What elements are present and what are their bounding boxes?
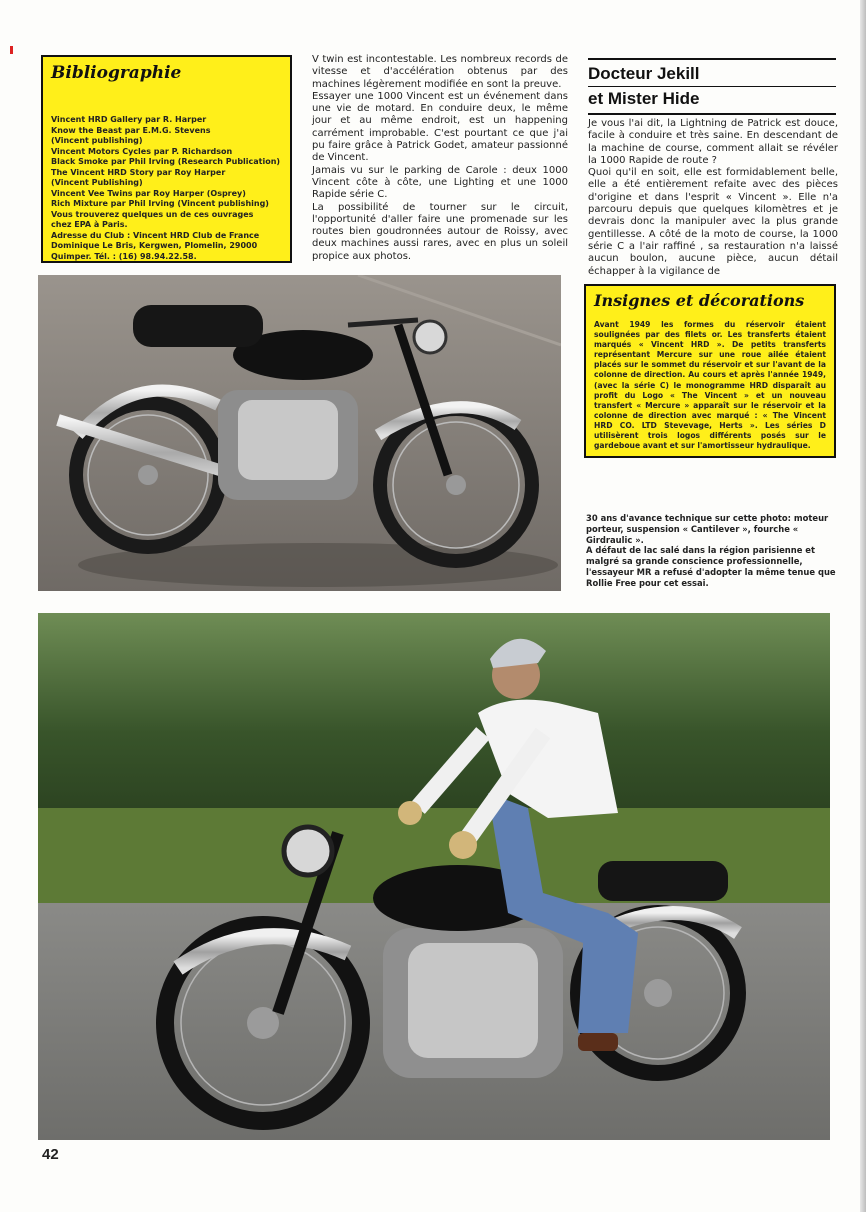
paragraph: La possibilité de tourner sur le circuit, l'opportunité d'aller faire une promenade sur les routes bien goudronnées autour de Roissy, avec deux machines aussi rares, avec en plus un soleil propice aux photos. [312,201,568,262]
paragraph: Quoi qu'il en soit, elle est formidablement belle, elle a été entièrement refaite avec des pièces d'origine et dans l'esprit « Vincent ». Elle n'a parcouru depuis que quelques kilomètres et je devrais donc la manipuler avec la plus grande gentillesse. A côté de la moto de course, la 1000 série C a l'air raffiné , sa restauration n'a laissé aucun boulon, aucune pièce, aucun détail échapper à la vigilance de [588,167,838,277]
heading-line-2: et Mister Hide [588,89,700,108]
caption-paragraph: 30 ans d'avance technique sur cette photo: moteur porteur, suspension « Cantilever », fourche « Girdraulic ». [586,513,829,545]
club-address-line: Dominique Le Bris, Kergwen, Plomelin, 29000 [51,241,258,250]
paragraph: V twin est incontestable. Les nombreux records de vitesse et d'accélération obtenus par des machines légèrement modifiée en sont la preuve. [312,54,568,90]
right-column-text [588,118,838,278]
bibliography-title: Bibliographie [51,63,182,83]
bibliography-entry: (Vincent publishing) [51,136,143,145]
insignes-title: Insignes et décorations [594,291,805,310]
bibliography-entry: (Vincent Publishing) [51,178,143,187]
bibliography-entry: The Vincent HRD Story par Roy Harper [51,167,226,177]
page-edge [860,0,866,1212]
middle-column-text [312,54,568,263]
red-mark [10,46,13,54]
heading-line-1: Docteur Jekill [588,62,836,87]
bibliography-entry: Vincent HRD Gallery par R. Harper [51,115,207,124]
rider-illustration [38,613,830,1140]
motorcycle-illustration [38,275,561,591]
bibliography-entry: Vincent Vee Twins par Roy Harper (Osprey) [51,188,246,198]
club-address-line: Quimper. Tél. : (16) 98.94.22.58. [51,251,197,261]
caption-paragraph: A défaut de lac salé dans la région parisienne et malgré sa grande conscience professionnelle, l'essayeur MR a refusé d'adopter la même tenue que Rollie Free pour cet essai. [586,545,836,588]
bibliography-entry: Black Smoke par Phil Irving (Research Publication) [51,157,281,166]
insignes-body: Avant 1949 les formes du réservoir étaient soulignées par des filets or. Les transferts étaient marqués « Vincent HRD ». De petits transferts représentant Mercure sur une roue ailée étaient placés sur le sommet du réservoir et sur l'avant de la colonne de direction. Au cours et après l'année 1949, (avec la série C) le monogramme HRD disparaît au profit du Logo « The Vincent » et un nouveau transfert « Mercure » apparaît sur le réservoir et la colonne de direction avec marqué : « The Vincent HRD CO. LTD Stevevage, Herts ». Les séries D utilisèrent trois logos différents posés sur le gardeboue avant et sur l'amortisseur hydraulique. [594,320,826,451]
bibliography-box [41,55,292,263]
club-address-line: Adresse du Club : Vincent HRD Club de France [51,230,260,240]
bibliography-entry: Vincent Motors Cycles par P. Richardson [51,146,233,156]
section-heading [588,58,836,115]
paragraph: Essayer une 1000 Vincent est un événement dans une vie de motard. En conduire deux, le même jour et au même endroit, est un happening carrément improbable. C'est pourtant ce que j'ai pu faire grâce à Patrick Godet, amateur passionné de Vincent. [312,90,568,164]
riding-photo [38,613,830,1140]
bibliography-entry: chez EPA à Paris. [51,220,128,229]
bibliography-entry: Know the Beast par E.M.G. Stevens [51,125,211,135]
insignes-box [584,284,836,458]
photo-caption [586,513,836,589]
page-number: 42 [42,1146,59,1163]
paragraph: Jamais vu sur le parking de Carole : deux 1000 Vincent côte à côte, une Lighting et une 1000 Rapide série C. [312,164,568,201]
parked-motorcycle-photo [38,275,561,591]
bibliography-entry: Rich Mixture par Phil Irving (Vincent publishing) [51,199,269,208]
paragraph: Je vous l'ai dit, la Lightning de Patrick est douce, facile à conduire et très saine. En descendant de la machine de course, comment allait se révéler la 1000 Rapide de route ? [588,118,838,166]
bibliography-entry: Vous trouverez quelques un de ces ouvrages [51,209,254,219]
bibliography-list [51,115,284,262]
